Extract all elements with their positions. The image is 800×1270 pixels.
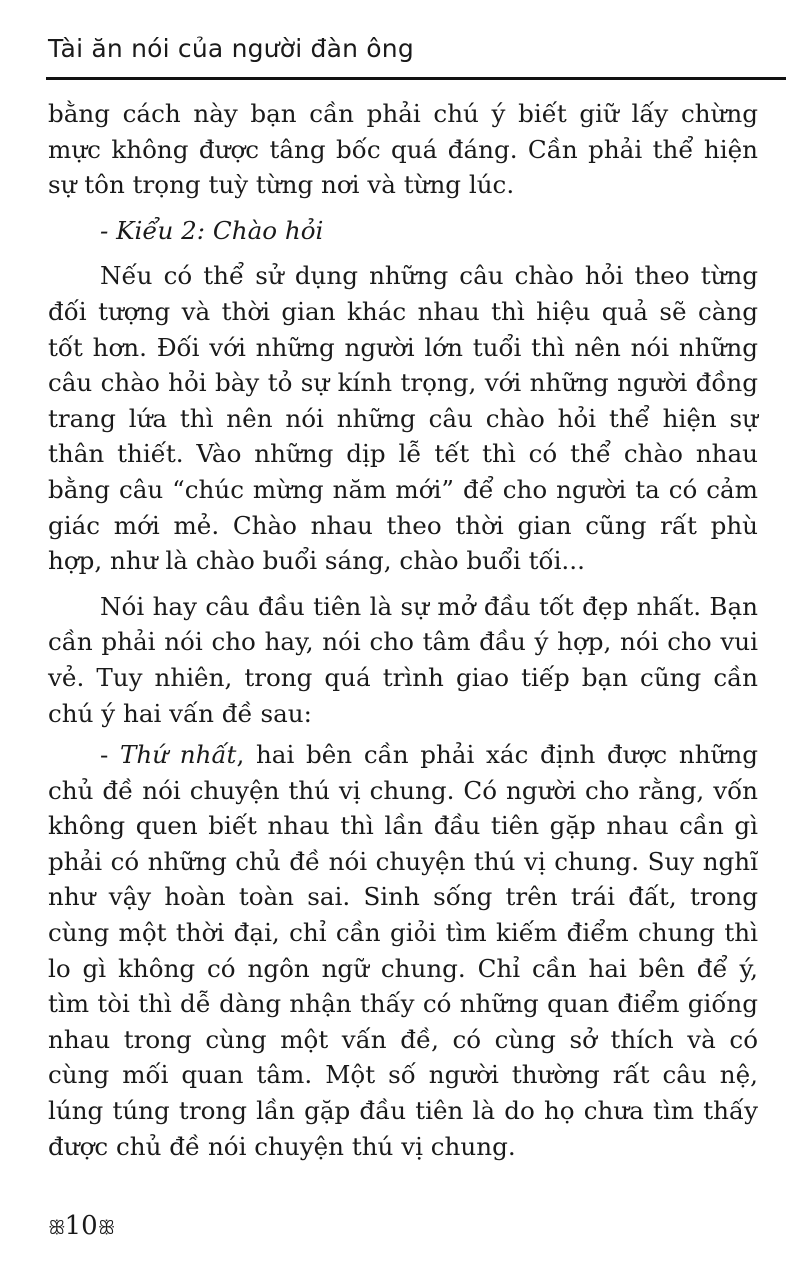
paragraph-4	[48, 737, 758, 1164]
paragraph-4-text: , hai bên cần phải xác định được những chủ đề nói chuyện thú vị chung. Có người cho rằng, vốn không quen biết nhau thì lần đầu tiên gặp nhau cần gì phải có những chủ đề nói chuyện thú vị chung. Suy nghĩ như vậy hoàn toàn sai. Sinh sống trên trái đất, trong cùng một thời đại, chỉ cần giỏi tìm kiếm điểm chung thì lo gì không có ngôn ngữ chung. Chỉ cần hai bên để ý, tìm tòi thì dễ dàng nhận thấy có những quan điểm giống nhau trong cùng một vấn đề, có cùng sở thích và có cùng mối quan tâm. Một số người thường rất câu nệ, lúng túng trong lần gặp đầu tiên là do họ chưa tìm thấy được chủ đề nói chuyện thú vị chung.	[48, 740, 758, 1161]
ornament-right-icon: ꕥ	[97, 1217, 115, 1239]
page-number: 10	[64, 1211, 98, 1241]
paragraph-4-dash: -	[100, 740, 121, 770]
ornament-left-icon: ꕥ	[48, 1217, 65, 1239]
paragraph-4-emphasis: Thứ nhất	[120, 740, 237, 770]
page-footer	[48, 1211, 114, 1241]
paragraph-1: bằng cách này bạn cần phải chú ý biết giữ lấy chừng mực không được tâng bốc quá đáng. Cần phải thể hiện sự tôn trọng tuỳ từng nơi và từng lúc.	[48, 99, 758, 200]
running-header-title: Tài ăn nói của người đàn ông	[48, 34, 414, 63]
paragraph-3: Nói hay câu đầu tiên là sự mở đầu tốt đẹp nhất. Bạn cần phải nói cho hay, nói cho tâm đầu ý hợp, nói cho vui vẻ. Tuy nhiên, trong quá trình giao tiếp bạn cũng cần chú ý hai vấn đề sau:	[48, 591, 758, 728]
paragraph-2: Nếu có thể sử dụng những câu chào hỏi theo từng đối tượng và thời gian khác nhau thì hiệu quả sẽ càng tốt hơn. Đối với những người lớn tuổi thì nên nói những câu chào hỏi bày tỏ sự kính trọng, với những người đồng trang lứa thì nên nói những câu chào hỏi thể hiện sự thân thiết. Vào những dịp lễ tết thì có thể chào nhau bằng câu “chúc mừng năm mới” để cho người ta có cảm giác mới mẻ. Chào nhau theo thời gian cũng rất phù hợp, như là chào buổi sáng, chào buổi tối...	[48, 261, 758, 576]
page-body	[48, 96, 758, 1164]
header-rule	[46, 77, 786, 80]
subheading-kieu-2: - Kiểu 2: Chào hỏi	[100, 215, 324, 245]
